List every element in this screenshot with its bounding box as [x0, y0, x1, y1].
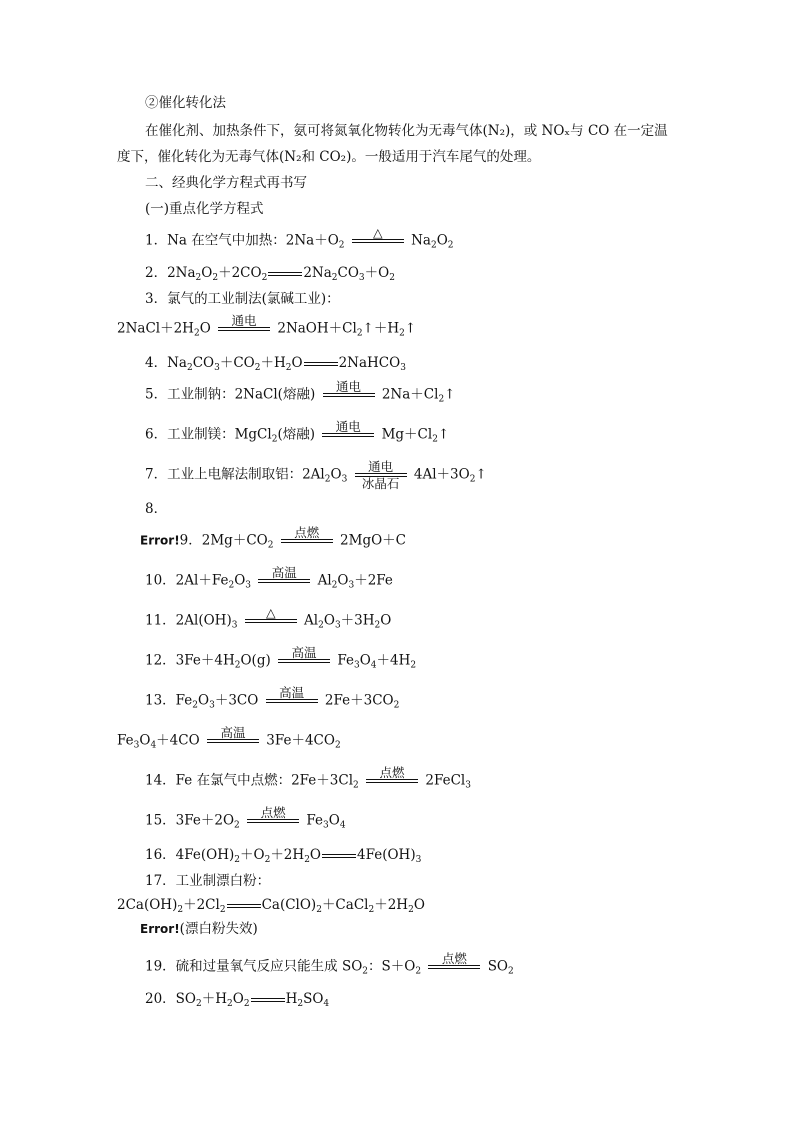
error-marker: Error! — [140, 922, 180, 936]
equation-20: 20．$SO_2+H_2O_2$ $H_2SO_4$ — [145, 991, 330, 1009]
equation-16: 16．$4Fe(OH)_2+O_2+2H_2O$ $4Fe(OH)_3$ — [145, 847, 422, 865]
equation-5: 5．工业制钠：2NaCl(熔融) 通电 $2Na+Cl_2↑$ — [145, 379, 456, 405]
equation-1: 1．Na 在空气中加热：$2Na+O_2$ △ $Na_2O_2$ — [145, 226, 454, 256]
equation-13: 13．$Fe_2O_3+3CO$ 高温 $2Fe+3CO_2$ — [145, 685, 400, 711]
equation-11: 11．$2Al(OH)_3$ △ $Al_2O_3+3H_2O$ — [145, 605, 392, 631]
equation-12: 12．$3Fe+4H_2O(g)$ 高温 $Fe_3O_4+4H_2$ — [145, 645, 417, 671]
equation-17: $2Ca(OH)_2+2Cl_2$ $Ca(ClO)_2+CaCl_2+2H_2O$ — [117, 897, 425, 915]
equation-17-title: 17．工业制漂白粉： — [145, 873, 271, 889]
equation-10: 10．$2Al+Fe_2O_3$ 高温 $Al_2O_3+2Fe$ — [145, 565, 393, 591]
subsection-heading: (一)重点化学方程式 — [145, 201, 264, 217]
equation-15: 15．$3Fe+2O_2$ 点燃 $Fe_3O_4$ — [145, 805, 346, 831]
equation-8: 8． — [145, 501, 168, 517]
method-title: ②催化转化法 — [145, 95, 226, 111]
equation-3-title: 3．氯气的工业制法(氯碱工业)： — [145, 291, 340, 307]
condition-electrolysis: 通电 — [218, 314, 270, 344]
equation-9: Error!9．$2Mg+CO_2$ 点燃 2MgO＋C — [140, 525, 406, 551]
equation-4: 4．$Na_2CO_3+CO_2+H_2O$ 2NaHCO$_3$ — [145, 355, 406, 373]
equation-19: 19．硫和过量氧气反应只能生成 $SO_2$：$S+O_2$ 点燃 $SO_2$ — [145, 951, 514, 977]
equation-2: 2．$2Na_2O_2+2CO_2$ $2Na_2CO_3+O_2$ — [145, 265, 395, 283]
method-paragraph: 在催化剂、加热条件下，氨可将氮氧化物转化为无毒气体(N₂)，或 NOₓ与 CO 在一定温度下，催化转化为无毒气体(N₂和 CO₂)。一般适用于汽车尾气的处理。 — [117, 123, 668, 165]
equation-3: $2NaCl+2H_2O$ 通电 $2NaOH+Cl_2↑+H_2↑$ — [117, 314, 416, 344]
section-heading: 二、经典化学方程式再书写 — [145, 175, 307, 191]
condition-heat: △ — [352, 226, 404, 256]
equation-18: Error!(漂白粉失效) — [140, 921, 258, 937]
equation-13b: $Fe_3O_4+4CO$ 高温 $3Fe+4CO_2$ — [117, 725, 341, 751]
equation-7: 7．工业上电解法制取铝：$2Al_2O_3$ 通电 冰晶石 $4Al+3O_2↑$ — [145, 459, 487, 491]
error-marker: Error! — [140, 533, 180, 548]
equation-6: 6．工业制镁：MgCl$_2$(熔融) 通电 $Mg+Cl_2↑$ — [145, 419, 450, 445]
equation-14: 14．Fe 在氯气中点燃：$2Fe+3Cl_2$ 点燃 2FeCl$_3$ — [145, 765, 471, 791]
